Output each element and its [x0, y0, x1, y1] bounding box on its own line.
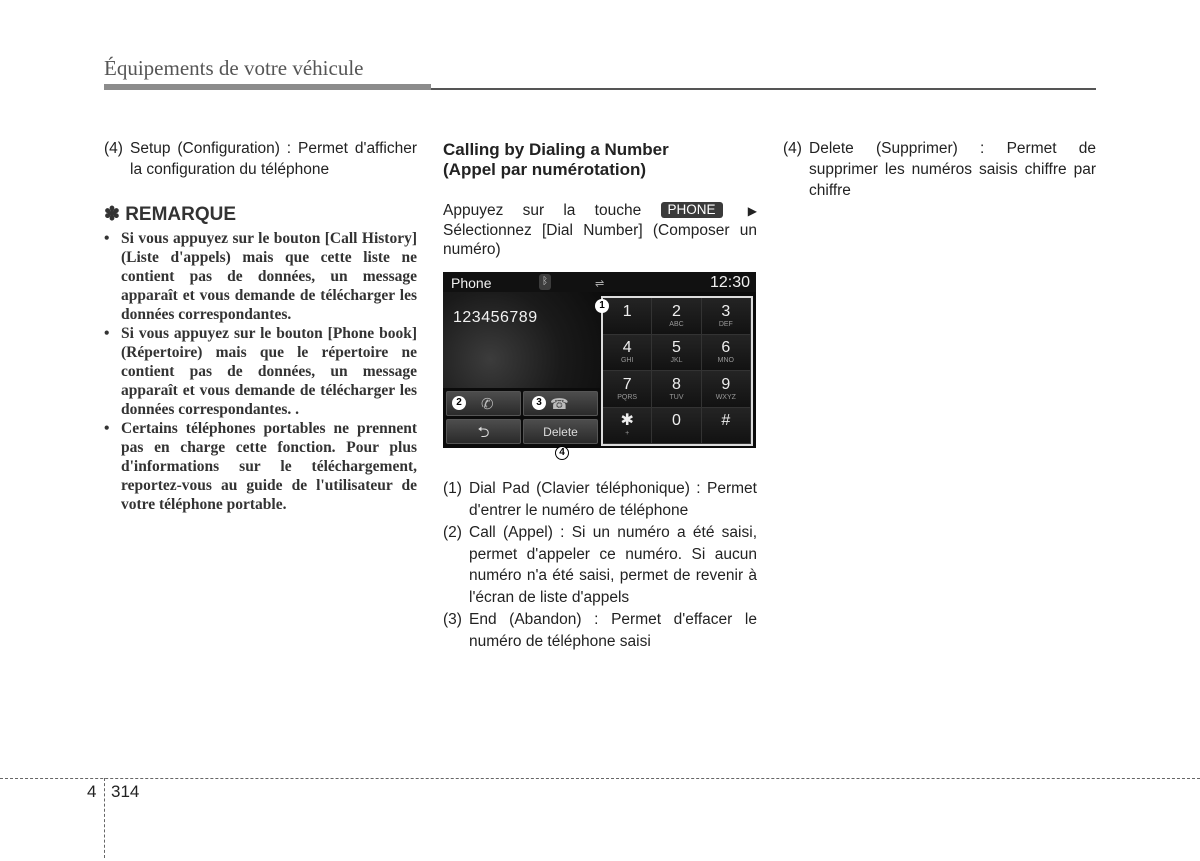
- column-middle: [443, 138, 757, 653]
- footer-dashed-rule: [0, 778, 1200, 779]
- section-title-line2: (Appel par numérotation): [443, 160, 647, 179]
- header-rule-thin: [431, 88, 1096, 90]
- callout-descriptions: [443, 478, 757, 652]
- key-letters: JKL: [670, 357, 683, 365]
- column-right: [783, 138, 1096, 203]
- item-number: (2): [443, 524, 462, 541]
- item-text: End (Abandon) : Permet d'effacer le numéro de téléphone saisi: [469, 611, 757, 650]
- callout-3: 3: [532, 396, 546, 410]
- key-letters: DEF: [718, 320, 733, 328]
- key-letters: ABC: [669, 320, 684, 328]
- page-header-title: Équipements de votre véhicule: [104, 56, 364, 80]
- remark-list: [104, 229, 417, 514]
- dial-pad: [601, 296, 753, 446]
- dial-key: [603, 408, 652, 445]
- screen-title: Phone: [451, 275, 492, 291]
- remark-bullet: [104, 419, 417, 514]
- delete-button: Delete: [523, 419, 598, 444]
- key-letters: GHI: [620, 357, 634, 365]
- instruction-before: Appuyez sur la touche: [443, 202, 642, 219]
- remark-bullet-text: Si vous appuyez sur le bouton [Phone book] (Répertoire) mais que le répertoire ne contient pas de données, un message apparaît et vous demande de télécharger les données correspondantes. .: [121, 325, 417, 418]
- key-digit: 2: [672, 302, 681, 320]
- page-number: 314: [111, 782, 140, 801]
- key-letters: TUV: [669, 393, 684, 401]
- end-call-icon: ☎: [550, 396, 569, 413]
- dial-key: [603, 371, 652, 408]
- bullet-icon: •: [104, 325, 110, 342]
- key-digit: 3: [721, 302, 731, 320]
- callout-1: 1: [595, 299, 609, 313]
- item-text: Delete (Supprimer) : Permet de supprimer les numéros saisis chiffre par chiffre: [809, 140, 1096, 199]
- remark-bullet: [104, 324, 417, 419]
- footer-dashed-vline: [104, 778, 105, 858]
- bullet-icon: •: [104, 230, 110, 247]
- callout-2: 2: [452, 396, 466, 410]
- phone-button-label: PHONE: [661, 202, 723, 218]
- arrow-right-icon: ▶: [747, 204, 758, 218]
- item-number: (3): [443, 611, 462, 628]
- setup-item: [104, 138, 417, 180]
- dial-key: [702, 408, 751, 445]
- key-digit: 5: [672, 339, 681, 357]
- dial-key: [652, 371, 701, 408]
- item-text: Dial Pad (Clavier téléphonique) : Permet d'entrer le numéro de téléphone: [469, 480, 757, 519]
- key-letters: +: [625, 430, 630, 438]
- key-letters: PQRS: [617, 393, 638, 401]
- key-digit: 1: [622, 302, 632, 320]
- description-item: [443, 478, 757, 521]
- dial-key: [603, 298, 652, 335]
- dial-key: [652, 298, 701, 335]
- remark-heading: [104, 204, 417, 226]
- key-digit: 7: [622, 375, 632, 393]
- dial-key: [702, 371, 751, 408]
- phone-screen-figure: [443, 272, 756, 458]
- instruction-after: Sélectionnez [Dial Number] (Composer un numéro): [443, 222, 757, 258]
- remark-heading-label: REMARQUE: [125, 204, 237, 225]
- screen-clock: 12:30: [709, 274, 750, 291]
- back-arrow-icon: ⮌: [477, 424, 490, 441]
- callout-4: 4: [555, 446, 569, 460]
- key-digit: #: [721, 412, 731, 430]
- remark-symbol-icon: ✽: [104, 204, 120, 225]
- dialed-number: 123456789: [453, 309, 538, 326]
- item-text: Setup (Configuration) : Permet d'afficher la configuration du téléphone: [130, 140, 417, 178]
- remark-bullet: [104, 229, 417, 324]
- column-left: [104, 138, 417, 514]
- item-text: Call (Appel) : Si un numéro a été saisi, permet d'appeler ce numéro. Si aucun numéro n'a été saisi, permet de revenir à l'écran de liste d'appels: [469, 524, 757, 606]
- chapter-number: 4: [87, 782, 97, 801]
- header-rule-thick: [104, 84, 431, 90]
- key-digit: ✱: [620, 412, 634, 430]
- key-digit: 4: [622, 339, 632, 357]
- section-title: [443, 140, 757, 180]
- dial-key: [702, 335, 751, 372]
- item-number: (4): [783, 140, 802, 157]
- dial-key: [702, 298, 751, 335]
- delete-item: [783, 138, 1096, 201]
- key-digit: 8: [672, 375, 681, 393]
- remark-bullet-text: Si vous appuyez sur le bouton [Call History] (Liste d'appels) mais que cette liste ne contient pas de données, un message apparaît et vous demande de télécharger les données correspondantes.: [121, 230, 417, 323]
- dial-key: [652, 408, 701, 445]
- description-item: [443, 609, 757, 652]
- bullet-icon: •: [104, 420, 110, 437]
- key-letters: WXYZ: [715, 393, 736, 401]
- back-button: [446, 419, 521, 444]
- section-title-line1: Calling by Dialing a Number: [443, 140, 669, 159]
- instruction-text: [443, 201, 757, 259]
- dial-key: [603, 335, 652, 372]
- remark-bullet-text: Certains téléphones portables ne prennent pas en charge cette fonction. Pour plus d'informations sur le téléchargement, reportez-vous au guide de l'utilisateur de votre téléphone portable.: [121, 420, 417, 513]
- key-digit: 6: [721, 339, 731, 357]
- bluetooth-icon: ᛒ: [539, 274, 551, 290]
- item-number: (1): [443, 480, 462, 497]
- key-digit: 0: [672, 412, 681, 430]
- usb-icon: ⇌: [595, 278, 605, 290]
- key-digit: 9: [721, 375, 731, 393]
- dial-key: [652, 335, 701, 372]
- call-icon: ✆: [481, 396, 494, 413]
- key-letters: MNO: [717, 357, 734, 365]
- description-item: [443, 522, 757, 608]
- item-number: (4): [104, 140, 123, 157]
